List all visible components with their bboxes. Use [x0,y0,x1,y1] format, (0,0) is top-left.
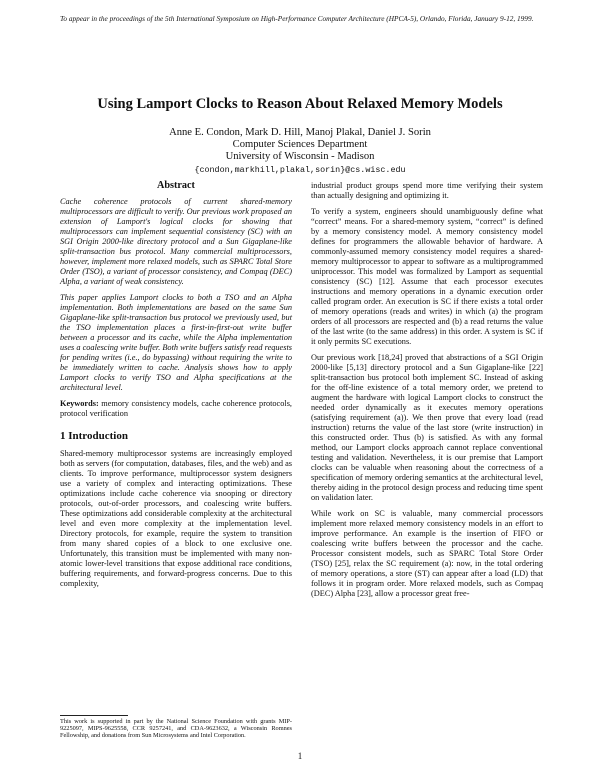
abstract-paragraph-1: Cache coherence protocols of current shared-memory multiprocessors are difficult to verify. Our previous work proposed an extension of Lamport's logical clocks for showing that multiprocessors can implement sequential consistency (SC) with an SGI Origin 2000-like directory protocol and a Sun Gigaplane-like split-transaction bus protocol. Many commercial multiprocessors, however, implement more relaxed models, such as SPARC Total Store Order (TSO), a variant of processor consistency, and Compaq (DEC) Alpha, a variant of weak consistency. [60,197,292,286]
proceedings-note: To appear in the proceedings of the 5th International Symposium on High-Performance Computer Architecture (HPCA-5), Orlando, Florida, January 9-12, 1999. [60,14,534,23]
body-paragraph-3: Our previous work [18,24] proved that abstractions of a SGI Origin 2000-like [5,13] directory protocol and a Sun Gigaplane-like [22] split-transaction bus protocol both implement SC. Instead of asking for the off-line existence of a total memory order, we pretend to augment the hardware with logical Lamport clocks to construct the needed order dynamically as it executes memory operations (satisfying requirement (a)). We then prove that every load (read instruction) returns the value of the last store (write instruction) in this constructed order. Thus (b) is satisfied. As with any formal method, our Lamport clocks approach cannot replace conventional testing and validation. Nevertheless, it is our premise that Lamport clocks can be valuable when reasoning about the correctness of a specification of memory ordering semantics at the architectural level, thereby aiding in the protocol design process and reducing time spent on validation later. [311,353,543,502]
intro-paragraph-1: Shared-memory multiprocessor systems are increasingly employed both as servers (for computation, databases, files, and the web) and as clients. To improve performance, multiprocessor system designers use a variety of complex and interacting optimizations. These optimizations include cache coherence via snooping or directory protocols, out-of-order processors, and coalescing write buffers. These optimizations add considerable complexity at the architectural level and even more complexity at the implementation level. Directory protocols, for example, require the system to transition from many shared copies of a block to one exclusive one. Unfortunately, this transition must be implemented with many non-atomic lower-level transitions that expose additional race conditions, buffering requirements, and forward-progress concerns. Due to this complexity, [60,449,292,588]
abstract-paragraph-2: This paper applies Lamport clocks to both a TSO and an Alpha implementation. Both implementations are based on the same Sun Gigaplane-like split-transaction bus protocol we previously used, but the TSO implementation places a first-in-first-out write buffer between a processor and its cache, while the Alpha implementation uses a coalescing write buffer. Both write buffers satisfy read requests for pending writes (i.e., do bypassing) without requiring the write to be immediately written to cache. Analysis shows how to apply Lamport clocks to verify TSO and Alpha specifications at the architectural level. [60,293,292,392]
funding-footnote: This work is supported in part by the National Science Foundation with grants MIP-9225097, MIPS-9625558, CCR 9257241, and CDA-9623632, a Wisconsin Romnes Fellowship, and donations from Sun Microsystems and Intel Corporation. [60,718,292,740]
author-names: Anne E. Condon, Mark D. Hill, Manoj Plakal, Daniel J. Sorin [169,127,431,138]
keywords [60,399,292,419]
body-paragraph-1: industrial product groups spend more time verifying their system than actually designing and optimizing it. [311,181,543,200]
body-paragraph-4: While work on SC is valuable, many commercial processors implement more relaxed memory consistency models in an effort to improve performance. An example is the insertion of FIFO or coalescing write buffers between the processor and the cache. Processor consistent models, such as SPARC Total Store Order (TSO) [25], relax the SC requirement (a): now, in the total ordering of memory operations, a store (ST) can appear after a load (LD) that follows it in program order. More relaxed models, such as Compaq (DEC) Alpha [23], allow a processor great free- [311,509,543,598]
author-email: {condon,markhill,plakal,sorin}@cs.wisc.edu [194,164,406,175]
right-column [311,181,543,605]
page-number: 1 [297,751,303,761]
paper-title: Using Lamport Clocks to Reason About Relaxed Memory Models [97,96,503,112]
author-university: University of Wisconsin - Madison [225,151,375,163]
footnote-divider [60,715,128,716]
keywords-label: Keywords: [60,399,99,408]
body-paragraph-2: To verify a system, engineers should unambiguously define what “correct” means. For a shared-memory system, “correct” is defined by a memory consistency model. A memory consistency model defines for programmers the allowable behavior of hardware. A commonly-assumed memory consistency model requires a shared-memory multiprocessor to appear to software as a multiprogrammed uniprocessor. This model was formalized by Lamport as sequential consistency (SC) [12]. Assume that each processor executes instructions and memory operations in a dynamic execution order called program order. An execution is SC if there exists a total order of memory operations (reads and writes) in which (a) the program orders of all processors are respected and (b) a read returns the value of the last write (to the same address) in this order. A system is SC if it only permits SC executions. [311,207,543,346]
abstract-heading: Abstract [157,180,195,191]
keywords-text: memory consistency models, cache coherence protocols, protocol verification [60,399,292,418]
left-column [60,181,292,595]
author-block [40,127,560,176]
author-department: Computer Sciences Department [232,139,368,151]
section-heading-introduction: 1 Introduction [60,430,128,442]
